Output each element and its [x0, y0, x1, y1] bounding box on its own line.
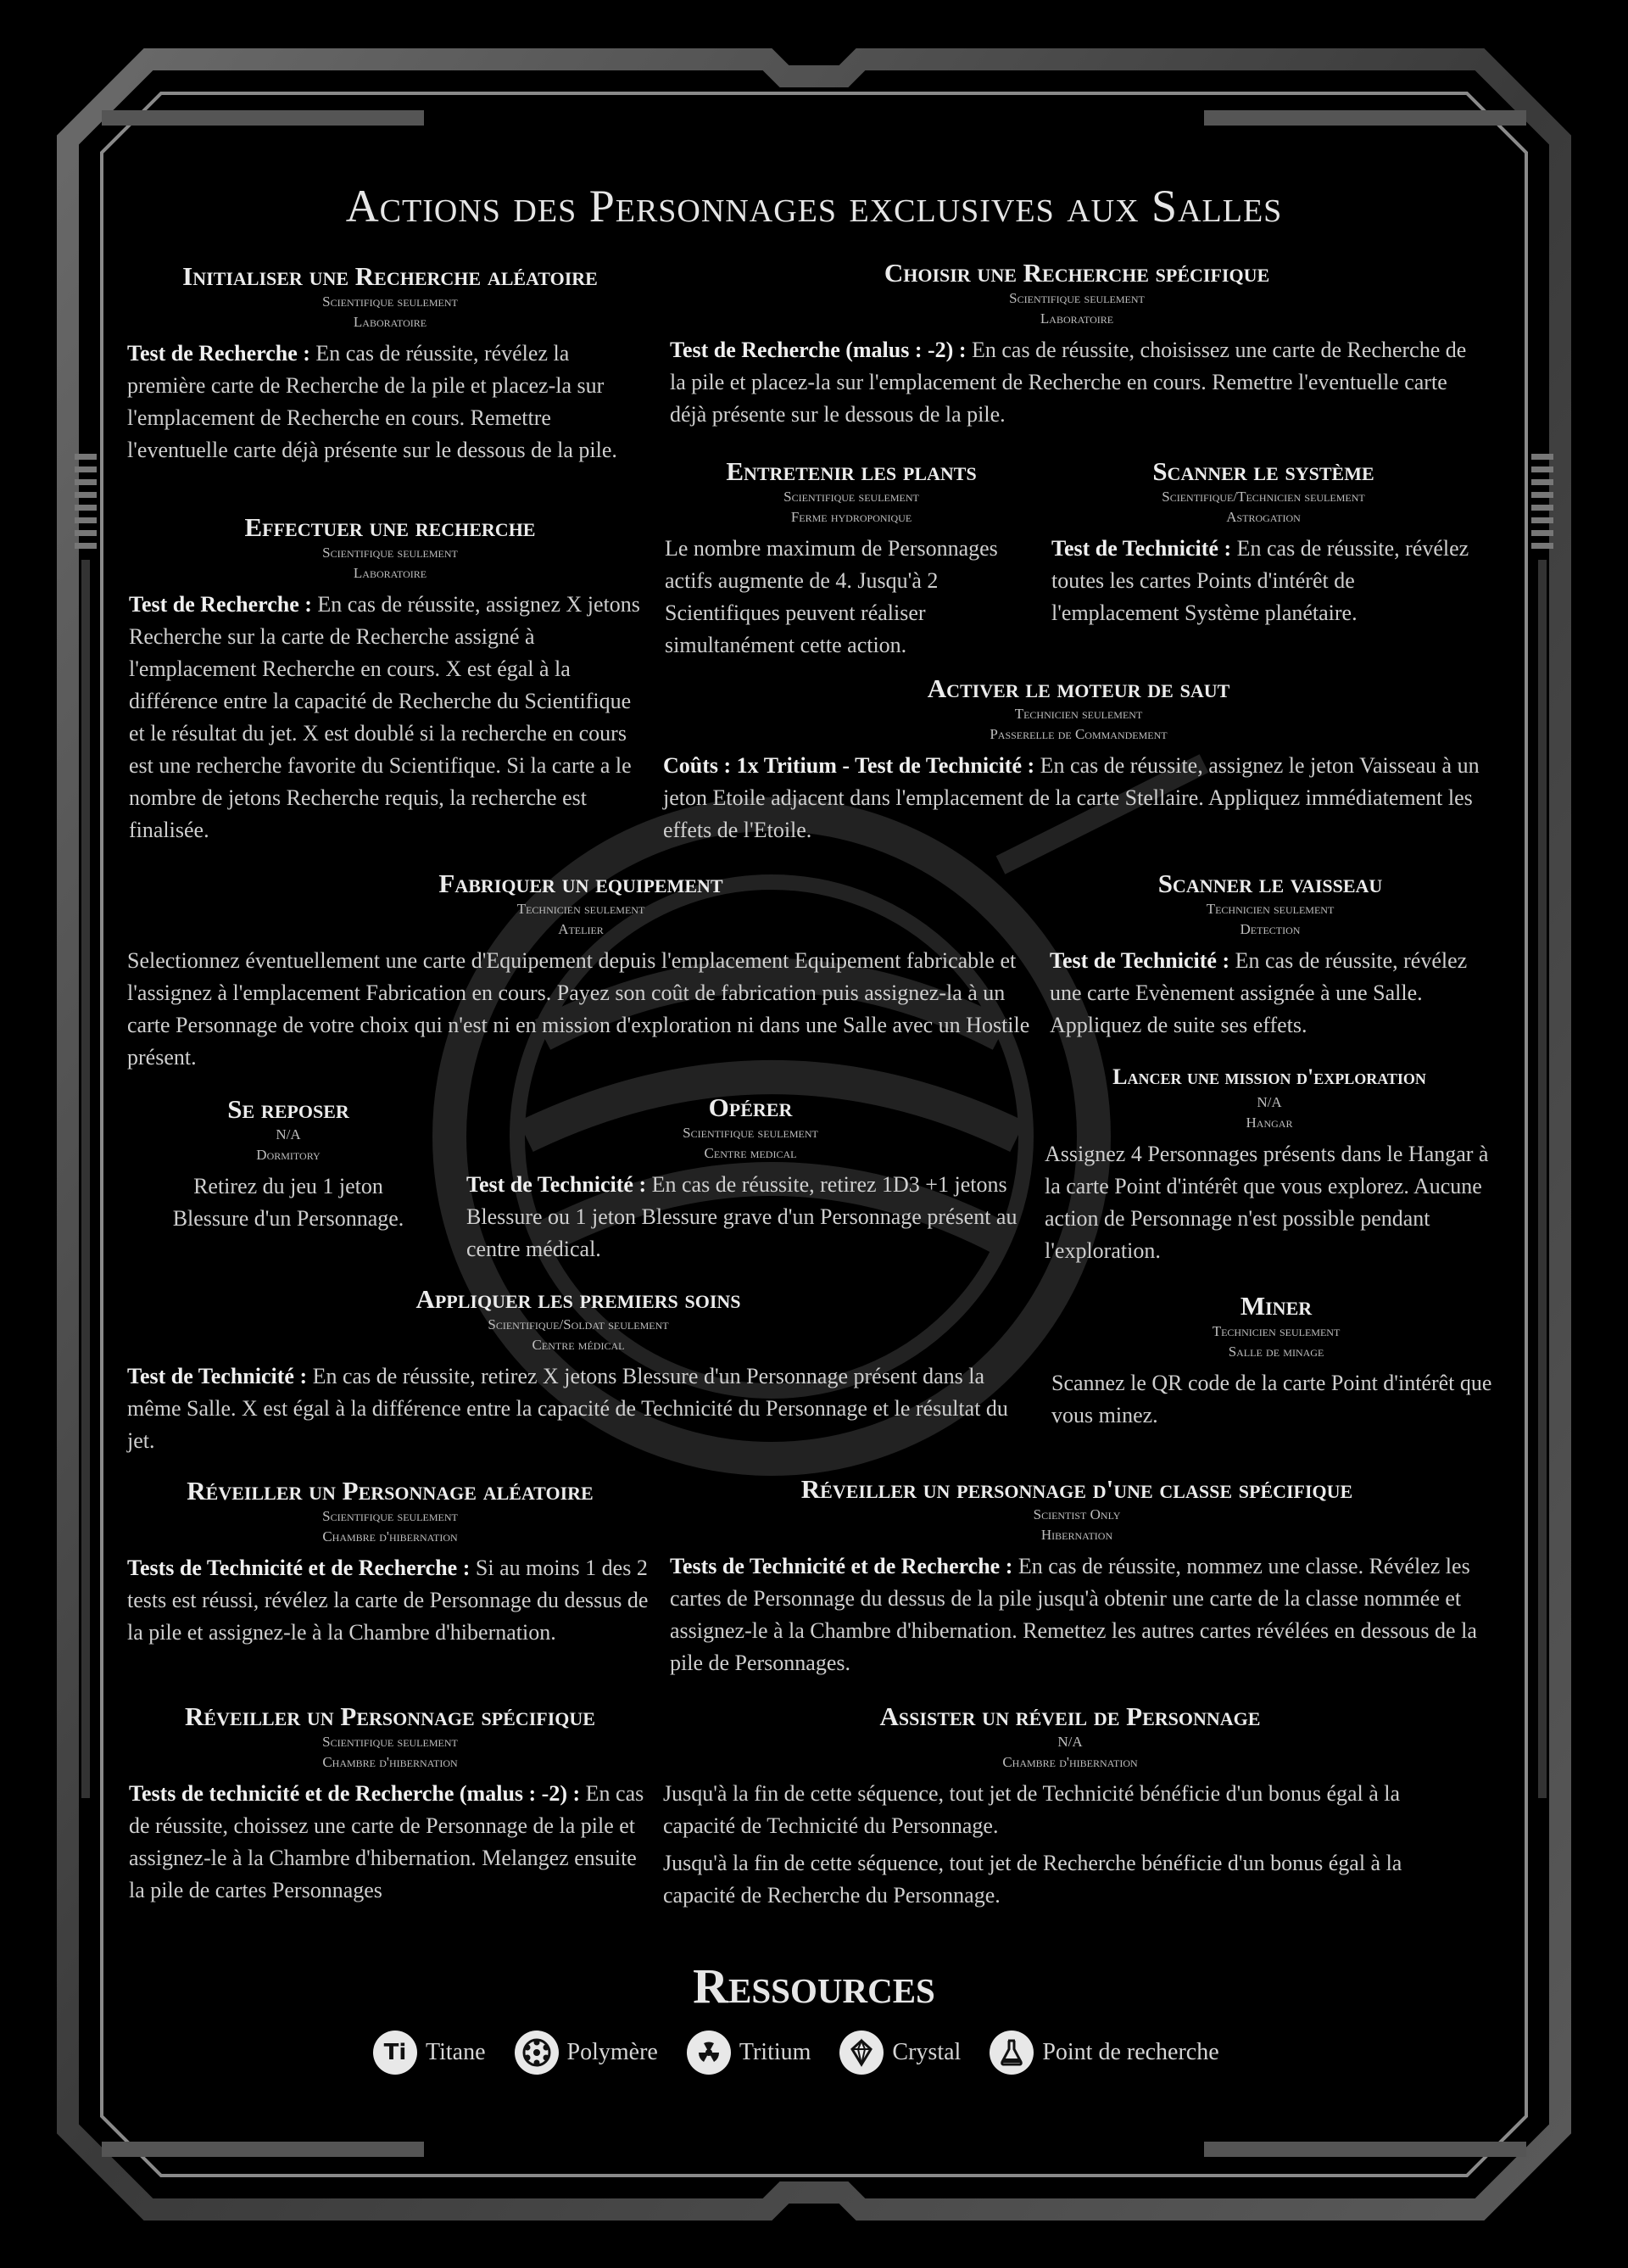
section-exploration	[1045, 1062, 1494, 1267]
section-role: N/A	[276, 1126, 301, 1142]
section-body: Assignez 4 Personnages présents dans le Hangar à la carte Point d'intérêt que vous explorez. Aucune action de Personnage n'est possible pendant l'exploration.	[1045, 1142, 1489, 1263]
section-body: Tests de Technicité et de Recherche : Si au moins 1 des 2 tests est réussi, révélez la carte de Personnage du dessus de la pile et assignez-le à la Chambre d'hibernation.	[127, 1556, 649, 1645]
section-room: Atelier	[558, 921, 604, 937]
section-operer	[466, 1092, 1034, 1265]
section-init-recherche	[127, 261, 653, 466]
resource-crystal	[839, 2031, 961, 2075]
section-title: Scanner le vaisseau	[1157, 869, 1383, 898]
section-role: Scientifique/Soldat seulement	[488, 1316, 669, 1332]
section-room: Astrogation	[1226, 509, 1301, 525]
section-body: Scannez le QR code de la carte Point d'intérêt que vous minez.	[1051, 1371, 1492, 1427]
section-body: Test de Recherche : En cas de réussite, assignez X jetons Recherche sur la carte de Recherche assigné à l'emplacement Recherche en cours. X est égal à la différence entre la capacité de Recherche du Scientifique et le résultat du jet. X est doublé si la recherche en cours est une recherche favorite du Scientifique. Si la carte a le nombre de jetons Recherche requis, la recherche est finalisée.	[129, 592, 640, 842]
section-role: Technicien seulement	[1206, 901, 1335, 917]
section-room: Laboratoire	[1040, 310, 1114, 327]
section-body: Coûts : 1x Tritium - Test de Technicité : En cas de réussite, assignez le jeton Vaisseau à un jeton Etoile adjacent dans l'emplacement de la carte Stellaire. Appliquez immédiatement les effets de l'Etoile.	[663, 753, 1480, 842]
section-assister-reveil	[663, 1701, 1477, 1912]
section-body: Test de Technicité : En cas de réussite, révélez une carte Evènement assignée à une Salle. Appliquez de suite ses effets.	[1050, 948, 1468, 1037]
section-title: Effectuer une recherche	[244, 512, 536, 542]
section-reveil-aleatoire	[127, 1476, 653, 1649]
section-title: Réveiller un personnage d'une classe spécifique	[800, 1474, 1353, 1504]
section-room: Centre medical	[704, 1145, 797, 1161]
section-body-2: Jusqu'à la fin de cette séquence, tout jet de Recherche bénéficie d'un bonus égal à la capacité de Recherche du Personnage.	[663, 1851, 1402, 1908]
section-role: Scientifique seulement	[322, 293, 458, 310]
section-body: Le nombre maximum de Personnages actifs augmente de 4. Jusqu'à 2 Scientifiques peuvent réaliser simultanément cette action.	[665, 536, 998, 657]
section-title: Se reposer	[227, 1094, 349, 1124]
resource-point-recherche	[990, 2031, 1218, 2075]
resource-label: Crystal	[892, 2039, 962, 2065]
titane-icon: Ti	[373, 2031, 417, 2075]
section-role: Technicien seulement	[516, 901, 645, 917]
section-fabriquer	[127, 869, 1034, 1074]
section-title: Choisir une Recherche spécifique	[884, 258, 1270, 288]
section-title: Assister un réveil de Personnage	[879, 1701, 1261, 1731]
section-room: Chambre d'hibernation	[1002, 1754, 1138, 1770]
section-role: Scientifique seulement	[1009, 290, 1145, 306]
section-title: Opérer	[708, 1092, 793, 1122]
section-room: Passerelle de Commandement	[990, 726, 1168, 742]
section-title: Miner	[1240, 1291, 1313, 1321]
section-body: Test de Technicité : En cas de réussite, retirez X jetons Blessure d'un Personnage présent dans la même Salle. X est égal à la différence entre la capacité de Technicité du Personnage et le résultat du jet.	[127, 1364, 1008, 1453]
section-role: Scientifique seulement	[322, 1508, 458, 1524]
section-role: N/A	[1057, 1734, 1083, 1750]
section-title: Réveiller un Personnage spécifique	[185, 1701, 595, 1731]
section-premiers-soins	[127, 1284, 1034, 1457]
section-body: Test de Technicité : En cas de réussite, révélez toutes les cartes Points d'intérêt de l'emplacement Système planétaire.	[1051, 536, 1469, 625]
resources-title: Ressources	[693, 1958, 935, 2014]
section-entretenir-plants	[665, 456, 1038, 662]
section-se-reposer	[127, 1094, 449, 1235]
section-reveil-specifique	[129, 1701, 651, 1907]
resource-label: Polymère	[566, 2039, 658, 2065]
section-room: Chambre d'hibernation	[322, 1754, 458, 1770]
section-title: Scanner le système	[1152, 456, 1374, 486]
resource-label: Titane	[426, 2039, 486, 2065]
section-room: Salle de minage	[1228, 1343, 1324, 1360]
section-role: Scientifique/Technicien seulement	[1162, 489, 1365, 505]
section-body: Selectionnez éventuellement une carte d'Equipement depuis l'emplacement Equipement fabricable et l'assignez à l'emplacement Fabrication en cours. Payez son coût de fabrication puis assignez-la à un carte Personnage de votre choix qui n'est ni en mission d'exploration ni dans une Salle avec un Hostile présent.	[127, 948, 1030, 1070]
polymere-icon	[515, 2031, 559, 2075]
section-role: Scientist Only	[1033, 1506, 1121, 1522]
section-body: Test de Technicité : En cas de réussite, retirez 1D3 +1 jetons Blessure ou 1 jeton Blessure grave d'un Personnage présent au centre médical.	[466, 1172, 1018, 1261]
tritium-icon	[687, 2031, 731, 2075]
section-title: Activer le moteur de saut	[927, 673, 1230, 703]
page-title: Actions des Personnages exclusives aux Salles	[345, 181, 1283, 232]
crystal-icon	[839, 2031, 884, 2075]
section-body: Tests de Technicité et de Recherche : En cas de réussite, nommez une classe. Révélez les cartes de Personnage du dessus de la pile jusqu'à obtenir une carte de la classe nommée et assignez-le à la Chambre d'hibernation. Remettez les autres cartes révélées en dessous de la pile de Personnages.	[670, 1554, 1477, 1675]
section-room: Hibernation	[1040, 1527, 1113, 1543]
resources-legend	[373, 2031, 1391, 2075]
section-title: Réveiller un Personnage aléatoire	[187, 1476, 594, 1505]
section-title: Initialiser une Recherche aléatoire	[182, 261, 598, 291]
resource-label: Point de recherche	[1042, 2039, 1219, 2065]
section-role: Scientifique seulement	[322, 545, 458, 561]
resource-polymere	[515, 2031, 658, 2075]
section-role: N/A	[1257, 1094, 1282, 1110]
section-choisir-recherche	[670, 258, 1484, 431]
section-body: Tests de technicité et de Recherche (malus : -2) : En cas de réussite, choissez une carte de Personnage de la pile et assignez-le à la Chambre d'hibernation. Melangez ensuite la pile de cartes Personnages	[129, 1781, 644, 1902]
section-room: Dormitory	[256, 1147, 321, 1163]
section-miner	[1051, 1291, 1501, 1432]
section-title: Appliquer les premiers soins	[415, 1284, 741, 1314]
section-room: Chambre d'hibernation	[322, 1528, 458, 1545]
section-body: Test de Recherche : En cas de réussite, révélez la première carte de Recherche de la pile et placez-la sur l'emplacement de Recherche en cours. Remettre l'eventuelle carte déjà présente sur le dessous de la pile.	[127, 341, 617, 462]
section-room: Hangar	[1246, 1114, 1293, 1131]
section-room: Centre médical	[532, 1337, 625, 1353]
section-room: Ferme hydroponique	[790, 509, 912, 525]
resource-tritium	[687, 2031, 811, 2075]
section-room: Laboratoire	[353, 565, 427, 581]
section-body: Test de Recherche (malus : -2) : En cas de réussite, choisissez une carte de Recherche de la pile et placez-la sur l'emplacement de Recherche en cours. Remettre l'eventuelle carte déjà présente sur le dessous de la pile.	[670, 338, 1467, 427]
resource-titane	[373, 2031, 486, 2075]
section-role: Technicien seulement	[1212, 1323, 1341, 1339]
section-title: Entretenir les plants	[726, 456, 977, 486]
section-effectuer-recherche	[129, 512, 651, 846]
section-body: Retirez du jeu 1 jeton Blessure d'un Personnage.	[172, 1174, 404, 1231]
section-room: Laboratoire	[353, 314, 427, 330]
section-room: Detection	[1240, 921, 1301, 937]
section-role: Scientifique seulement	[683, 1125, 818, 1141]
section-role: Scientifique seulement	[322, 1734, 458, 1750]
section-title: Fabriquer un equipement	[438, 869, 723, 898]
section-role: Technicien seulement	[1014, 706, 1143, 722]
section-scanner-vaisseau	[1050, 869, 1491, 1042]
section-title: Lancer une mission d'exploration	[1112, 1064, 1426, 1089]
resource-label: Tritium	[739, 2039, 811, 2065]
section-scanner-systeme	[1051, 456, 1475, 629]
point-recherche-icon	[990, 2031, 1034, 2075]
section-body: Jusqu'à la fin de cette séquence, tout jet de Technicité bénéficie d'un bonus égal à la capacité de Technicité du Personnage.	[663, 1781, 1401, 1838]
section-moteur-saut	[663, 673, 1494, 846]
section-role: Scientifique seulement	[783, 489, 919, 505]
section-reveil-classe	[670, 1474, 1484, 1679]
